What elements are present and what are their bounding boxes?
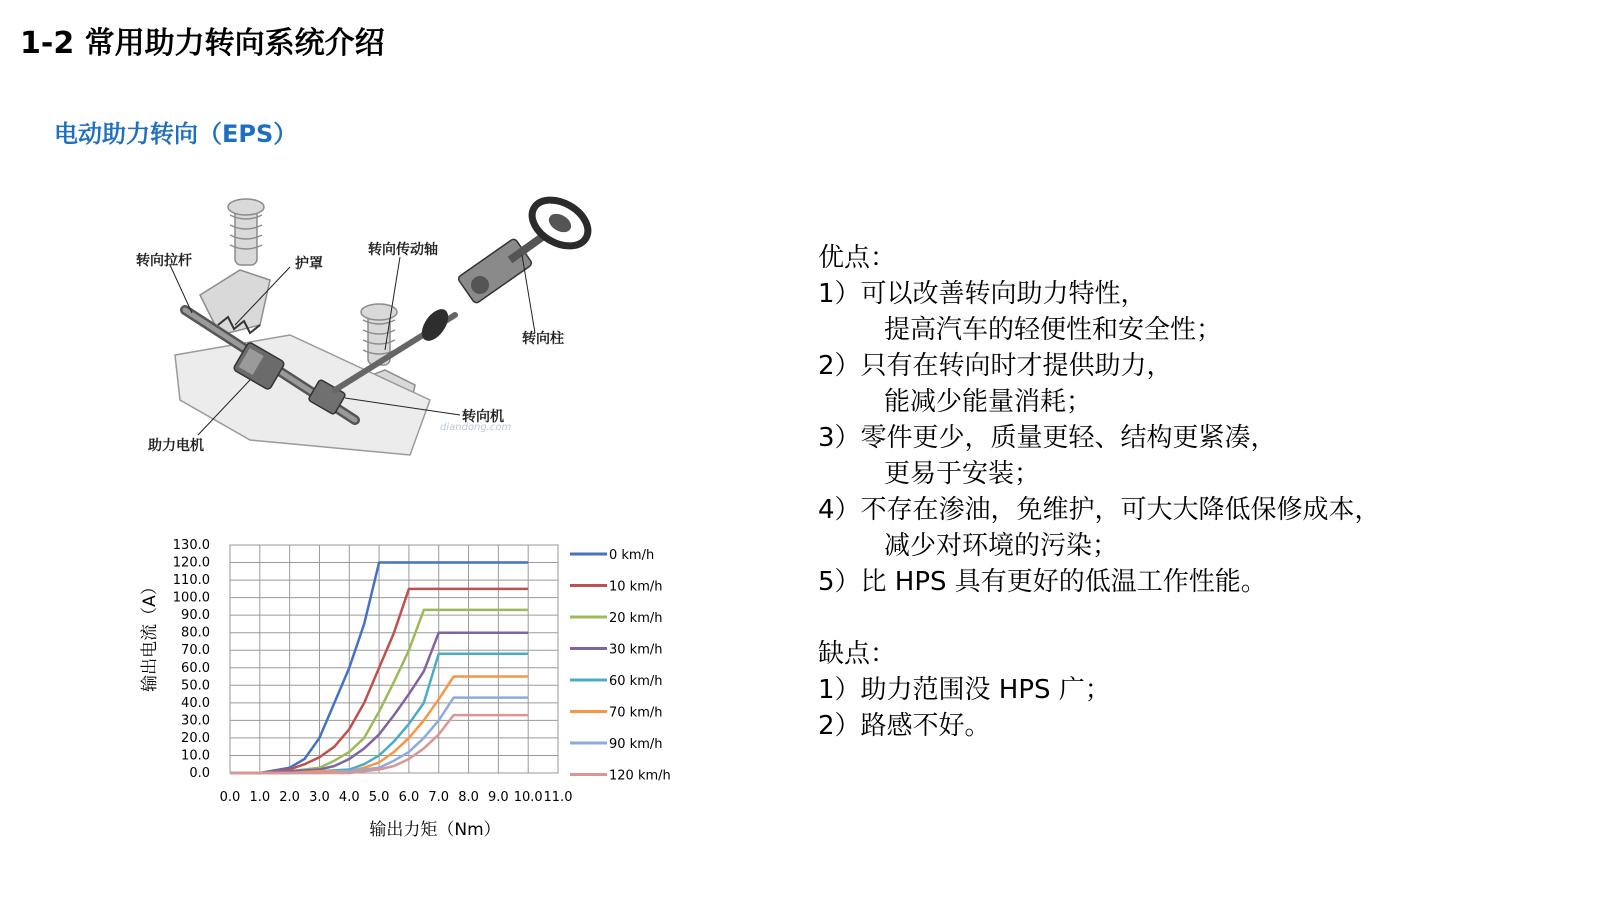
x-tick-label: 0.0 bbox=[219, 790, 241, 805]
y-tick-label: 30.0 bbox=[181, 713, 210, 729]
chart-legend bbox=[570, 548, 671, 784]
x-tick-label: 8.0 bbox=[458, 790, 479, 805]
pros-heading: 优点： bbox=[818, 243, 897, 273]
label-steering-gear: 转向机 bbox=[462, 409, 504, 425]
svg-text:diandong.com: diandong.com bbox=[440, 422, 512, 433]
x-tick-label: 1.0 bbox=[249, 790, 271, 805]
x-axis-title: 输出力矩（Nm） bbox=[369, 820, 501, 840]
pros-cons-list bbox=[818, 240, 1578, 744]
x-tick-label: 2.0 bbox=[279, 790, 300, 805]
pros-item-text: 比 HPS 具有更好的低温工作性能。 bbox=[860, 567, 1267, 597]
cons-item-number: 2） bbox=[818, 711, 861, 741]
pros-item-text: 零件更少，质量更轻、结构更紧凑， bbox=[860, 423, 1277, 453]
chart-grid bbox=[230, 545, 558, 773]
pros-item-1 bbox=[818, 276, 1578, 348]
label-boot: 护罩 bbox=[295, 256, 323, 272]
eps-system-diagram bbox=[130, 185, 600, 460]
y-tick-label: 50.0 bbox=[181, 678, 210, 694]
plot-area bbox=[230, 545, 558, 773]
y-tick-label: 70.0 bbox=[181, 643, 210, 659]
legend-label: 20 km/h bbox=[609, 611, 663, 626]
x-tick-labels bbox=[220, 790, 573, 805]
cons-item-1 bbox=[818, 672, 1578, 708]
pros-item-continuation: 提高汽车的轻便性和安全性； bbox=[884, 315, 1223, 345]
pros-item-5 bbox=[818, 564, 1578, 600]
pros-item-text: 不存在渗油，免维护，可大大降低保修成本， bbox=[860, 495, 1381, 525]
current-torque-chart bbox=[125, 525, 705, 855]
pros-item-3 bbox=[818, 420, 1578, 492]
legend-label: 60 km/h bbox=[609, 674, 663, 689]
legend-label: 10 km/h bbox=[609, 579, 663, 595]
y-tick-label: 100.0 bbox=[172, 590, 210, 606]
pros-item-4 bbox=[818, 492, 1578, 564]
x-tick-label: 3.0 bbox=[309, 790, 330, 805]
pros-item-number: 4） bbox=[818, 495, 861, 525]
slide-title: 1-2 常用助力转向系统介绍 bbox=[20, 26, 385, 61]
x-tick-label: 10.0 bbox=[513, 790, 543, 805]
legend-label: 90 km/h bbox=[609, 737, 663, 752]
pros-item-continuation: 减少对环境的污染； bbox=[884, 531, 1119, 561]
legend-label: 0 km/h bbox=[609, 548, 655, 563]
label-tie-rod: 转向拉杆 bbox=[136, 253, 192, 269]
legend-label: 70 km/h bbox=[609, 705, 663, 721]
y-axis-title: 输出电流（A） bbox=[140, 578, 160, 692]
cons-item-text: 路感不好。 bbox=[860, 711, 991, 741]
y-tick-label: 60.0 bbox=[181, 660, 210, 676]
y-tick-label: 10.0 bbox=[181, 748, 210, 764]
pros-item-text: 只有在转向时才提供助力， bbox=[860, 351, 1173, 381]
y-tick-label: 90.0 bbox=[181, 608, 210, 624]
y-tick-label: 80.0 bbox=[181, 625, 210, 641]
pros-item-number: 2） bbox=[818, 351, 861, 381]
y-tick-label: 130.0 bbox=[172, 538, 210, 553]
pros-item-number: 3） bbox=[818, 423, 861, 453]
x-tick-label: 5.0 bbox=[368, 790, 390, 805]
pros-item-continuation: 更易于安装； bbox=[884, 459, 1041, 489]
y-tick-label: 110.0 bbox=[172, 573, 210, 589]
cons-item-2 bbox=[818, 708, 1578, 744]
y-tick-label: 0.0 bbox=[189, 766, 210, 781]
pros-item-2 bbox=[818, 348, 1578, 420]
x-tick-label: 11.0 bbox=[543, 790, 573, 805]
pros-item-number: 5） bbox=[818, 567, 861, 597]
pros-item-number: 1） bbox=[818, 279, 861, 309]
x-tick-label: 7.0 bbox=[428, 790, 450, 805]
label-intermediate-shaft: 转向传动轴 bbox=[368, 242, 438, 258]
legend-label: 120 km/h bbox=[609, 768, 671, 784]
cons-item-text: 助力范围没 HPS 广； bbox=[860, 675, 1111, 705]
y-tick-label: 20.0 bbox=[181, 730, 210, 746]
label-steering-column: 转向柱 bbox=[522, 331, 564, 347]
cons-item-number: 1） bbox=[818, 675, 861, 705]
x-tick-label: 4.0 bbox=[338, 790, 360, 805]
y-tick-label: 40.0 bbox=[181, 695, 210, 711]
y-tick-label: 120.0 bbox=[172, 555, 210, 571]
label-assist-motor: 助力电机 bbox=[148, 438, 204, 454]
pros-item-text: 可以改善转向助力特性， bbox=[860, 279, 1147, 309]
y-tick-labels bbox=[173, 538, 210, 781]
cons-heading: 缺点： bbox=[818, 639, 897, 669]
x-tick-label: 6.0 bbox=[398, 790, 420, 805]
slide-subtitle: 电动助力转向（EPS） bbox=[54, 120, 298, 148]
legend-label: 30 km/h bbox=[609, 642, 663, 658]
x-tick-label: 9.0 bbox=[488, 790, 509, 805]
pros-item-continuation: 能减少能量消耗； bbox=[884, 387, 1093, 417]
